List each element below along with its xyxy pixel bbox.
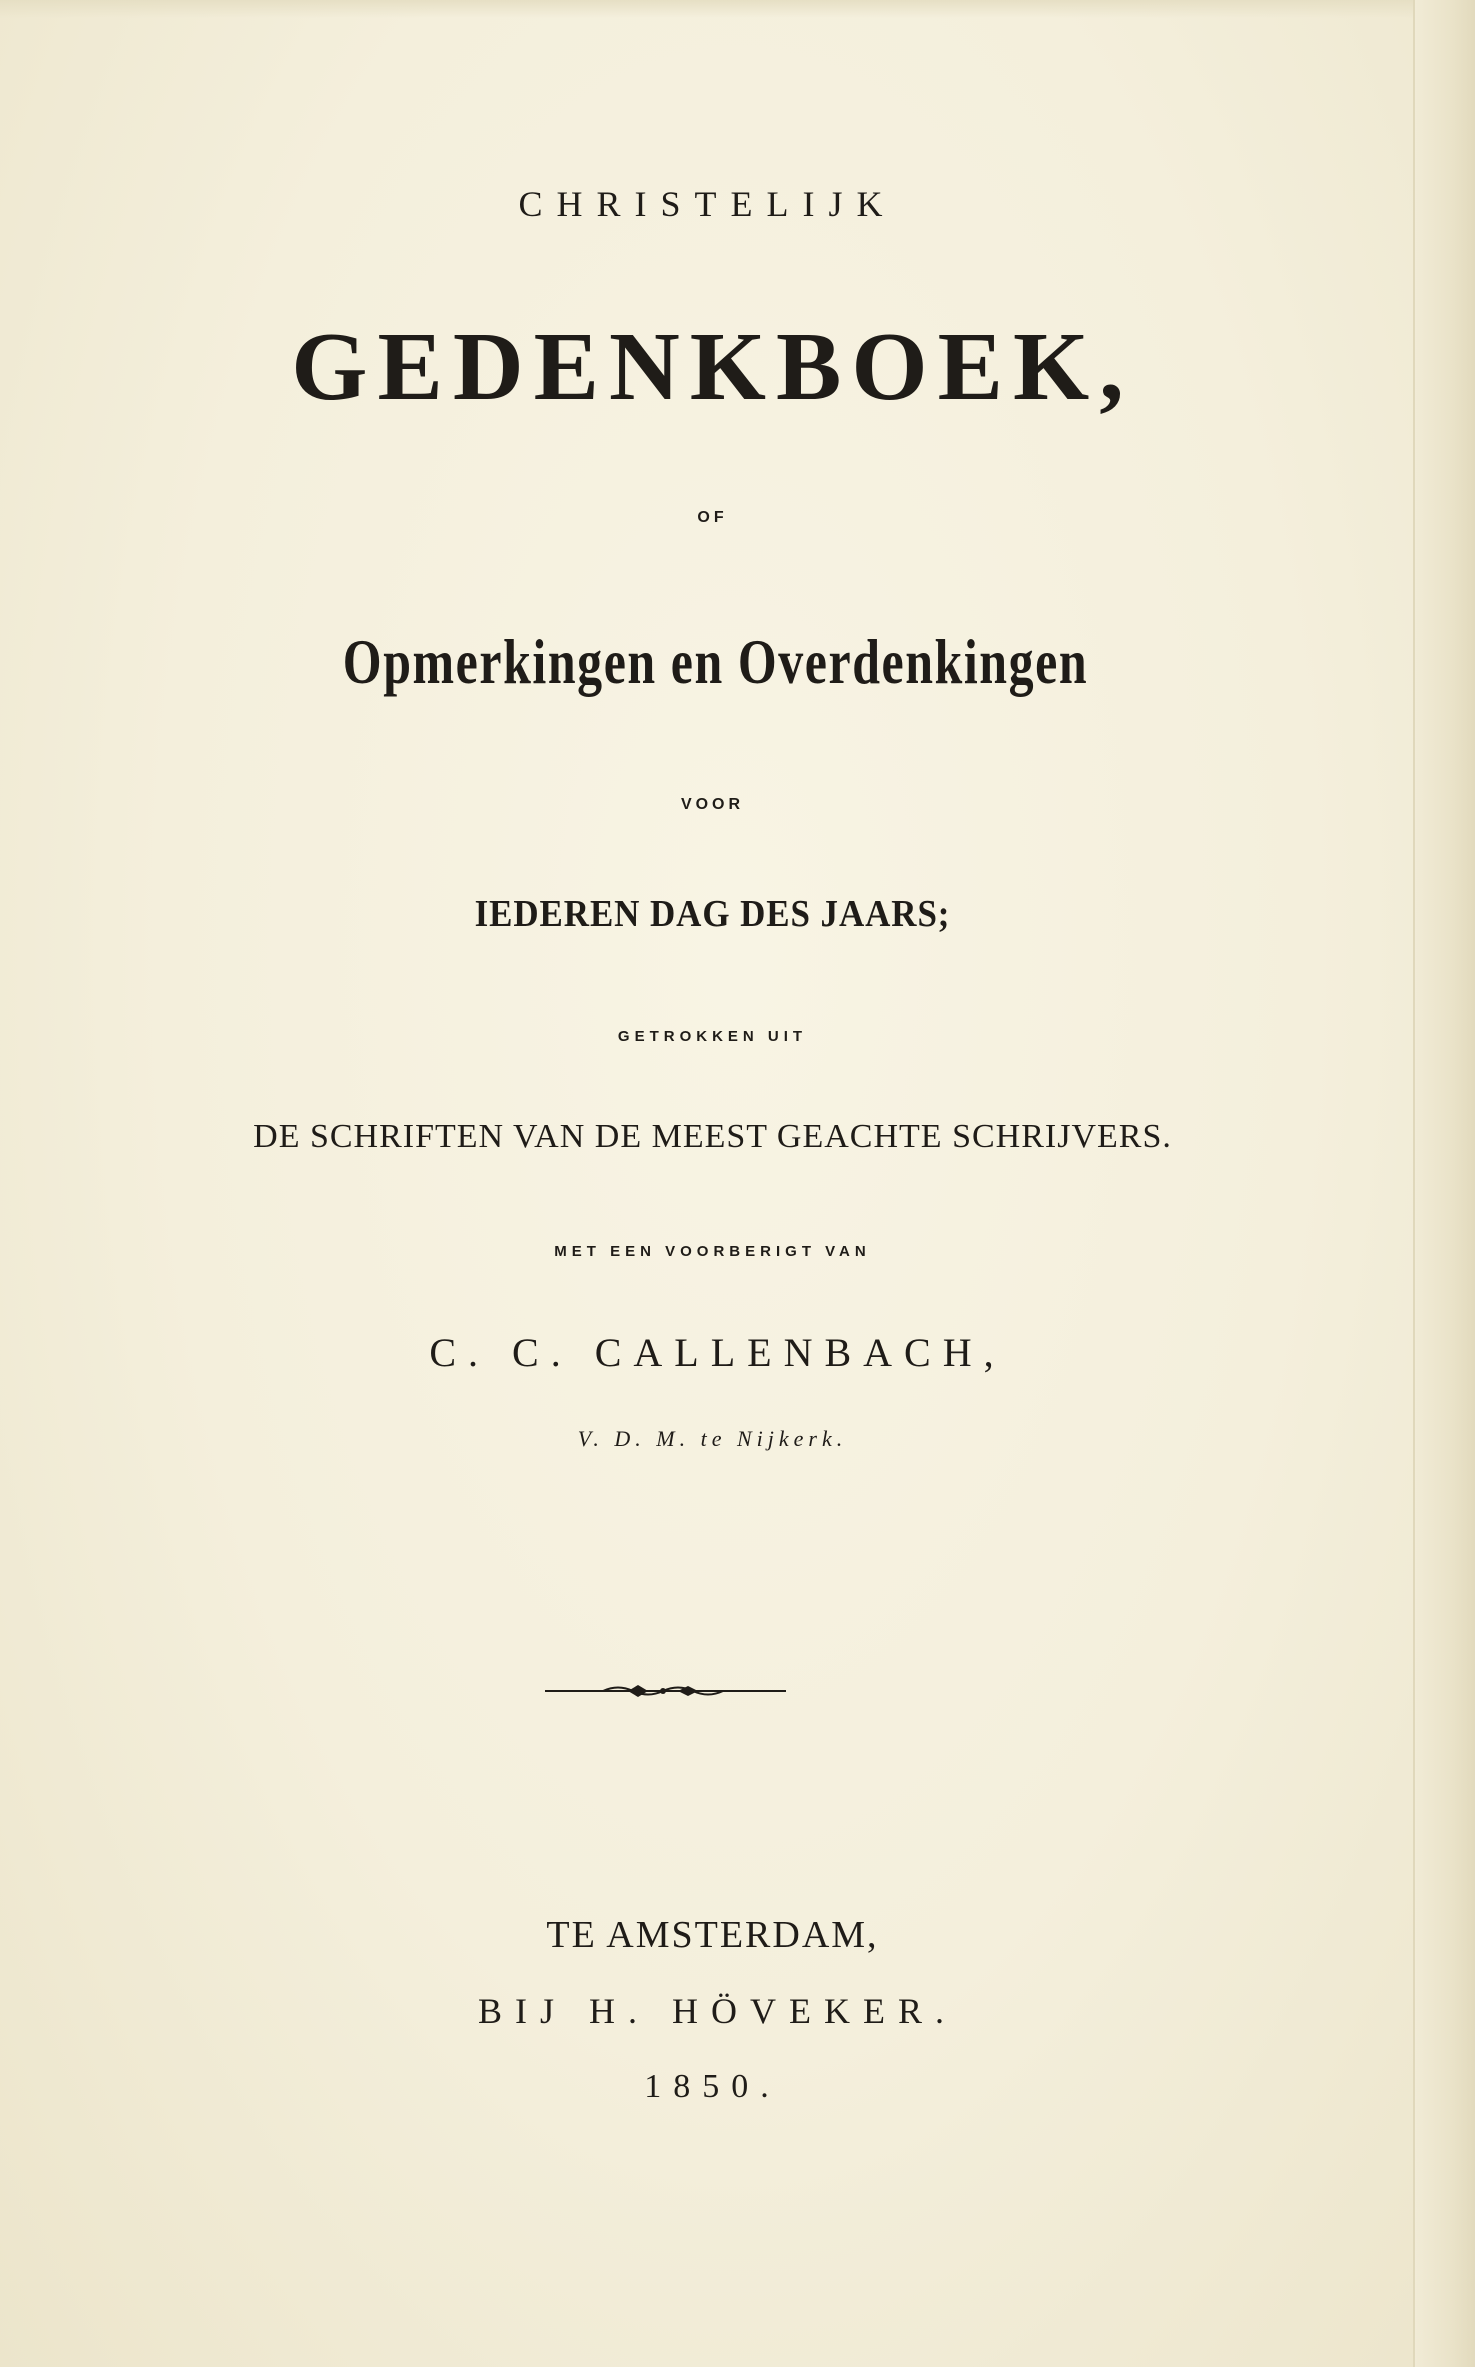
source-description: DE SCHRIFTEN VAN DE MEEST GEACHTE SCHRIJVERS.: [253, 1118, 1172, 1155]
imprint-year: 1850.: [644, 2068, 781, 2105]
main-title: GEDENKBOEK,: [291, 313, 1134, 421]
connector-voor: VOOR: [680, 796, 745, 813]
subtitle: Opmerkingen en Overdenkingen: [342, 626, 1089, 697]
ornament-divider: [543, 1678, 788, 1704]
connector-getrokken-uit: GETROKKEN UIT: [617, 1028, 808, 1045]
imprint-place: TE AMSTERDAM,: [546, 1914, 879, 1956]
connector-of: OF: [697, 509, 728, 526]
author-name: C. C. CALLENBACH,: [429, 1330, 1006, 1375]
author-title: V. D. M. te Nijkerk.: [577, 1426, 848, 1451]
heading-christelijk: CHRISTELIJK: [518, 184, 897, 224]
imprint-publisher: BIJ H. HÖVEKER.: [478, 1991, 957, 2031]
connector-voorberigt: MET EEN VOORBERIGT VAN: [554, 1243, 871, 1260]
subtitle-iederen-dag: IEDEREN DAG DES JAARS;: [474, 893, 951, 935]
page-top-edge: [0, 0, 1475, 18]
